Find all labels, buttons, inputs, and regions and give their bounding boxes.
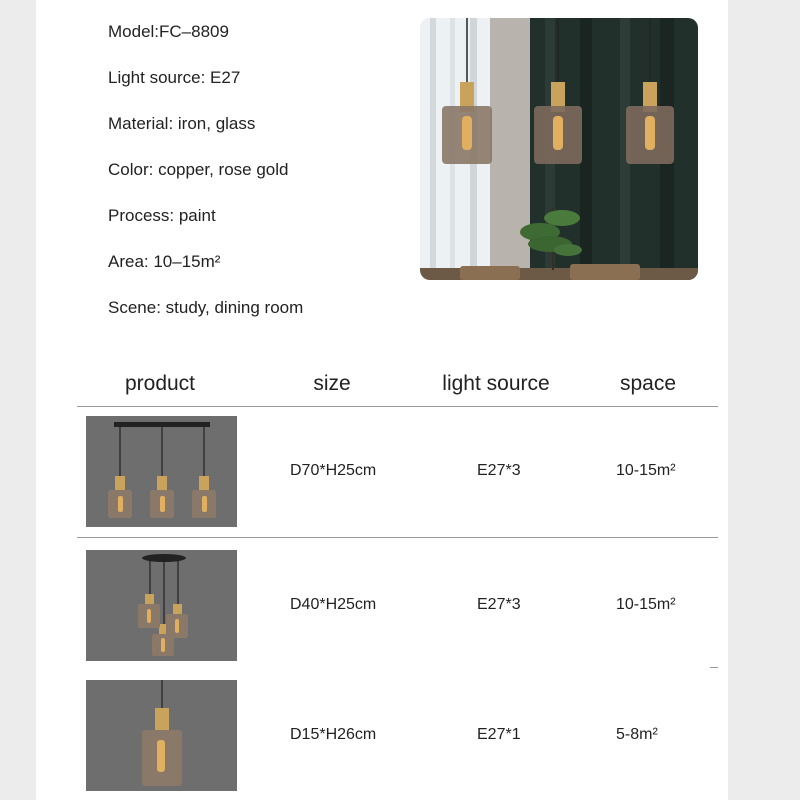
spec-light-source: Light source: E27 xyxy=(108,68,241,87)
spec-area: Area: 10–15m² xyxy=(108,252,221,271)
small-dash-mark xyxy=(710,667,718,668)
spec-process: Process: paint xyxy=(108,206,216,225)
table-row xyxy=(36,416,728,528)
product-thumbnail-round-3 xyxy=(86,550,237,661)
table-row xyxy=(36,550,728,662)
row-light-source: E27*1 xyxy=(477,726,521,743)
spec-material: Material: iron, glass xyxy=(108,114,256,133)
row-size: D15*H26cm xyxy=(290,726,377,743)
hero-image xyxy=(420,18,698,280)
row-space: 5-8m² xyxy=(616,726,658,743)
product-thumbnail-single xyxy=(86,680,237,791)
header-size: size xyxy=(313,372,351,395)
spec-model: Model:FC–8809 xyxy=(108,22,229,41)
hero-pendant-scene xyxy=(420,18,698,280)
row-space: 10-15m² xyxy=(616,596,676,613)
row-light-source: E27*3 xyxy=(477,462,521,479)
row-size: D40*H25cm xyxy=(290,596,377,613)
spec-color: Color: copper, rose gold xyxy=(108,160,289,179)
table-row xyxy=(36,680,728,792)
header-product: product xyxy=(124,372,196,395)
row-size: D70*H25cm xyxy=(290,462,377,479)
product-detail-page xyxy=(36,0,728,800)
table-header xyxy=(36,366,728,406)
product-thumbnail-linear-3 xyxy=(86,416,237,527)
header-space: space xyxy=(619,372,677,395)
row-light-source: E27*3 xyxy=(477,596,521,613)
spec-scene: Scene: study, dining room xyxy=(108,298,304,317)
row-divider xyxy=(77,537,718,538)
header-light-source: light source xyxy=(442,372,550,395)
header-divider xyxy=(77,406,718,407)
row-space: 10-15m² xyxy=(616,462,676,479)
